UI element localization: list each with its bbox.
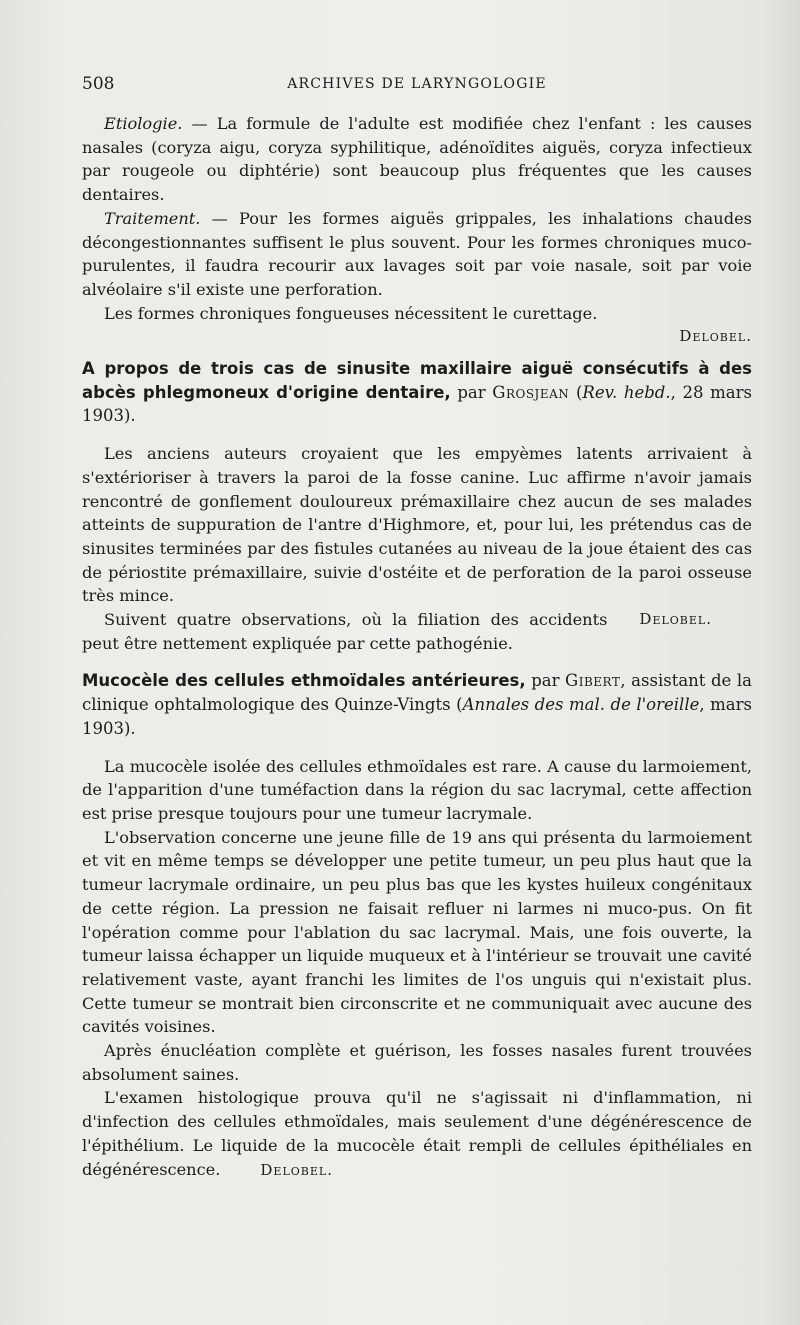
etiologie-label: Etiologie.	[104, 114, 183, 133]
journal-title: ARCHIVES DE LARYNGOLOGIE	[287, 76, 547, 92]
etiologie-paragraph	[82, 112, 752, 207]
page-number: 508	[82, 74, 115, 94]
article-ref-journal: Rev. hebd.	[582, 382, 671, 402]
article-by: par	[450, 382, 493, 402]
sinusite-paragraph-2	[82, 608, 752, 655]
article-by: par	[525, 671, 566, 691]
sinusite-paragraph-2-text: Suivent quatre observations, où la filiation des accidents peut être nettement expliquée par cette pathogénie.	[82, 610, 608, 653]
mucocele-paragraph-1: La mucocèle isolée des cellules ethmoïdales est rare. A cause du larmoiement, de l'apparition d'une tuméfaction dans la région du sac lacrymal, cette affection est prise presque toujours pour une tumeur lacrymale.	[82, 756, 752, 823]
article-ref-date: , 28 mars 1903).	[82, 382, 752, 426]
traitement-text: — Pour les formes aiguës grippales, les inhalations chaudes décongestionnantes suffisent le plus souvent. Pour les formes chroniques muco-purulentes, il faudra recourir aux lavages soit par voie nasale, soit par voie alvéolaire s'il existe une perforation.	[82, 208, 752, 299]
mucocele-paragraph-2: L'observation concerne une jeune fille de 19 ans qui présenta du larmoiement et vit en même temps se développer une petite tumeur, un peu plus haut que la tumeur lacrymale ordinaire, un peu plus bas que les kystes huileux congénitaux de cette région. La pression ne faisait refluer ni larmes ni muco-pus. On fit l'opération comme pour l'ablation du sac lacrymal. Mais, une fois ouverte, la tumeur laissa échapper un liquide muqueux et à l'intérieur se trouvait une cavité relativement vaste, ayant franchi les limites de l'os unguis qui n'existait plus. Cette tumeur se montrait bien circonscrite et ne communiquait avec aucune des cavités voisines.	[82, 827, 752, 1037]
article-affiliation: , assistant de la clinique ophtalmologique des Quinze-Vingts	[82, 671, 753, 715]
article-title-mucocele	[82, 669, 752, 740]
article-headline: Mucocèle des cellules ethmoïdales antérieures,	[82, 671, 526, 691]
page-content	[82, 112, 752, 1182]
article-ref-journal: Annales des mal. de l'oreille	[462, 695, 700, 715]
mucocele-paragraph-4	[82, 1086, 752, 1182]
sinusite-paragraph-1: Les anciens auteurs croyaient que les empyèmes latents arrivaient à s'extérioriser à travers la paroi de la fosse canine. Luc affirme n'avoir jamais rencontré de gonflement douloureux prémaxillaire chez aucun de ses malades atteints de suppuration de l'antre d'Highmore, et, pour lui, les prétendus cas de sinusites terminées par des fistules cutanées au niveau de la joue étaient des cas de périostite prémaxillaire, suivie d'ostéite et de perforation de la paroi osseuse très mince.	[82, 444, 752, 606]
article-headline: A propos de trois cas de sinusite maxillaire aiguë consécutifs à des abcès phlegmoneux d'origine dentaire,	[82, 359, 752, 402]
mucocele-paragraph-3: Après énucléation complète et guérison, les fosses nasales furent trouvées absolument saines.	[82, 1041, 752, 1084]
article-author: Grosjean	[492, 382, 570, 402]
curettage-paragraph: Les formes chroniques fongueuses nécessitent le curettage.	[104, 303, 598, 323]
signature-2: Delobel.	[639, 610, 712, 629]
signature-3: Delobel.	[260, 1160, 333, 1179]
etiologie-text: — La formule de l'adulte est modifiée chez l'enfant : les causes nasales (coryza aigu, coryza syphilitique, adénoïdites aiguës, coryza infectieux par rougeole ou diphtérie) sont beaucoup plus fréquentes que les causes dentaires.	[82, 114, 752, 205]
article-ref-open: (	[456, 695, 463, 715]
traitement-paragraph	[82, 207, 752, 302]
signature-1: Delobel.	[679, 327, 752, 346]
article-ref-date: , mars 1903).	[82, 695, 752, 738]
article-title-sinusite	[82, 357, 752, 428]
mucocele-paragraph-4-text: L'examen histologique prouva qu'il ne s'agissait ni d'inflammation, ni d'infection des cellules ethmoïdales, mais seulement d'une dégénérescence de l'épithélium. Le liquide de la mucocèle était rempli de cellules épithéliales en dégénérescence.	[82, 1088, 752, 1179]
running-head	[82, 74, 752, 98]
article-ref-open: (	[569, 382, 583, 402]
traitement-label: Traitement.	[104, 208, 201, 228]
article-author: Gibert	[565, 671, 621, 691]
